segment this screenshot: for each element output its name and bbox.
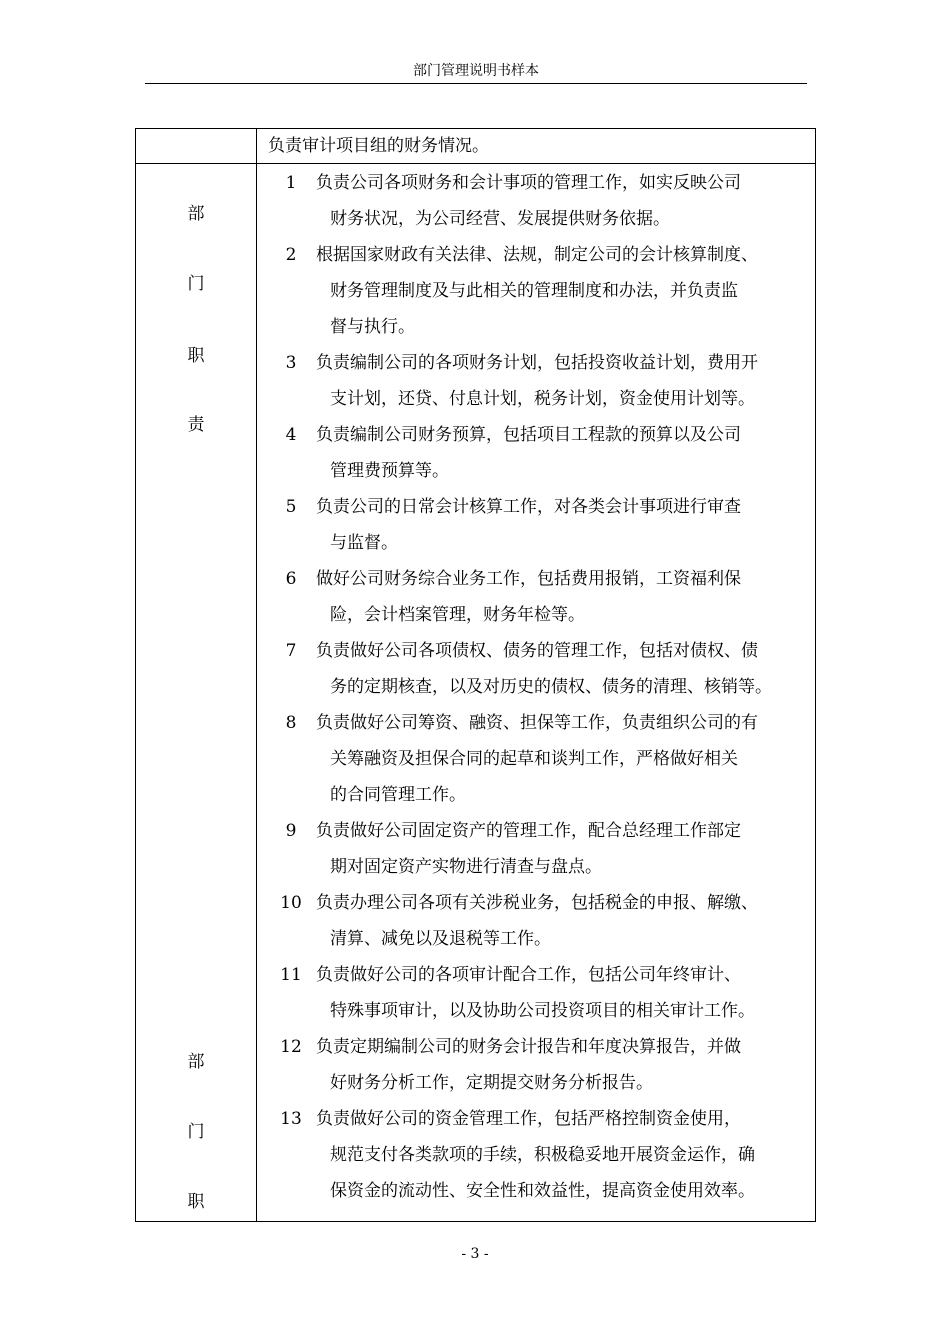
duty-number: 11 (280, 965, 302, 985)
header-rule (145, 83, 807, 84)
duties-list (266, 165, 811, 1209)
duty-line: 负责做好公司的各项审计配合工作，包括公司年终审计、 (316, 965, 741, 985)
duty-number: 2 (285, 245, 297, 265)
duty-line: 负责做好公司的资金管理工作，包括严格控制资金使用， (316, 1109, 741, 1129)
column-divider (256, 129, 257, 1221)
duty-line: 险，会计档案管理，财务年检等。 (330, 605, 585, 625)
duty-text (316, 813, 811, 885)
duty-text (316, 885, 811, 957)
duty-line: 规范支付各类款项的手续，积极稳妥地开展资金运作，确 (330, 1145, 755, 1165)
duty-number: 10 (280, 893, 302, 913)
label-char-bottom-3: 职 (187, 1192, 205, 1212)
duty-line: 根据国家财政有关法律、法规，制定公司的会计核算制度、 (316, 245, 758, 265)
duty-line: 务的定期核查，以及对历史的债权、债务的清理、核销等。 (330, 677, 772, 697)
duty-line: 好财务分析工作，定期提交财务分析报告。 (330, 1073, 653, 1093)
duty-item (266, 165, 811, 237)
duty-line: 关筹融资及担保合同的起草和谈判工作，严格做好相关 (330, 749, 738, 769)
duties-table (135, 128, 816, 1222)
first-row-text: 负责审计项目组的财务情况。 (268, 136, 489, 156)
duty-text (316, 1101, 811, 1209)
duty-line: 负责办理公司各项有关涉税业务，包括税金的申报、解缴、 (316, 893, 758, 913)
duty-item (266, 813, 811, 885)
page-header: 部门管理说明书样本 (413, 63, 539, 79)
duty-line: 财务状况，为公司经营、发展提供财务依据。 (330, 209, 670, 229)
page-number: - 3 - (461, 1246, 489, 1262)
duty-number: 13 (280, 1109, 302, 1129)
duty-item (266, 237, 811, 345)
duty-line: 负责做好公司各项债权、债务的管理工作，包括对债权、债 (316, 641, 758, 661)
duty-item (266, 1029, 811, 1101)
duty-number: 8 (285, 713, 297, 733)
duty-number: 5 (285, 497, 297, 517)
duty-line: 督与执行。 (330, 317, 415, 337)
duty-number: 12 (280, 1037, 302, 1057)
duty-text (316, 165, 811, 237)
duty-line: 支计划，还贷、付息计划，税务计划，资金使用计划等。 (330, 389, 755, 409)
row-divider (136, 163, 815, 164)
duty-item (266, 957, 811, 1029)
duty-number: 3 (285, 353, 297, 373)
duty-text (316, 957, 811, 1029)
label-char-top-1: 部 (187, 204, 205, 224)
duty-item (266, 885, 811, 957)
duty-text (316, 489, 811, 561)
label-char-bottom-1: 部 (187, 1052, 205, 1072)
label-char-bottom-2: 门 (187, 1122, 205, 1142)
duty-text (316, 1029, 811, 1101)
duty-text (316, 633, 811, 705)
duty-text (316, 705, 811, 813)
duty-item (266, 561, 811, 633)
duty-line: 特殊事项审计，以及协助公司投资项目的相关审计工作。 (330, 1001, 755, 1021)
duty-text (316, 237, 811, 345)
duty-line: 负责公司的日常会计核算工作，对各类会计事项进行审查 (316, 497, 741, 517)
label-char-top-3: 职 (187, 346, 205, 366)
duty-line: 与监督。 (330, 533, 398, 553)
duty-line: 清算、减免以及退税等工作。 (330, 929, 551, 949)
duty-text (316, 417, 811, 489)
duty-line: 负责做好公司筹资、融资、担保等工作，负责组织公司的有 (316, 713, 758, 733)
duty-item (266, 705, 811, 813)
duty-line: 负责编制公司财务预算，包括项目工程款的预算以及公司 (316, 425, 741, 445)
duty-item (266, 1101, 811, 1209)
duty-text (316, 345, 811, 417)
duty-item (266, 633, 811, 705)
duty-line: 管理费预算等。 (330, 461, 449, 481)
duty-number: 6 (285, 569, 297, 589)
duty-item (266, 345, 811, 417)
duty-number: 1 (285, 173, 297, 193)
duty-line: 财务管理制度及与此相关的管理制度和办法，并负责监 (330, 281, 738, 301)
duty-line: 负责定期编制公司的财务会计报告和年度决算报告，并做 (316, 1037, 741, 1057)
duty-item (266, 417, 811, 489)
label-char-top-4: 责 (187, 415, 205, 435)
duty-number: 7 (285, 641, 297, 661)
duty-number: 4 (285, 425, 297, 445)
duty-text (316, 561, 811, 633)
duty-line: 负责公司各项财务和会计事项的管理工作，如实反映公司 (316, 173, 741, 193)
duty-line: 保资金的流动性、安全性和效益性，提高资金使用效率。 (330, 1181, 755, 1201)
duty-line: 的合同管理工作。 (330, 785, 466, 805)
duty-number: 9 (285, 821, 297, 841)
duty-item (266, 489, 811, 561)
duty-line: 负责做好公司固定资产的管理工作，配合总经理工作部定 (316, 821, 741, 841)
label-char-top-2: 门 (187, 274, 205, 294)
duty-line: 期对固定资产实物进行清查与盘点。 (330, 857, 602, 877)
duty-line: 做好公司财务综合业务工作，包括费用报销，工资福利保 (316, 569, 741, 589)
duty-line: 负责编制公司的各项财务计划，包括投资收益计划，费用开 (316, 353, 758, 373)
